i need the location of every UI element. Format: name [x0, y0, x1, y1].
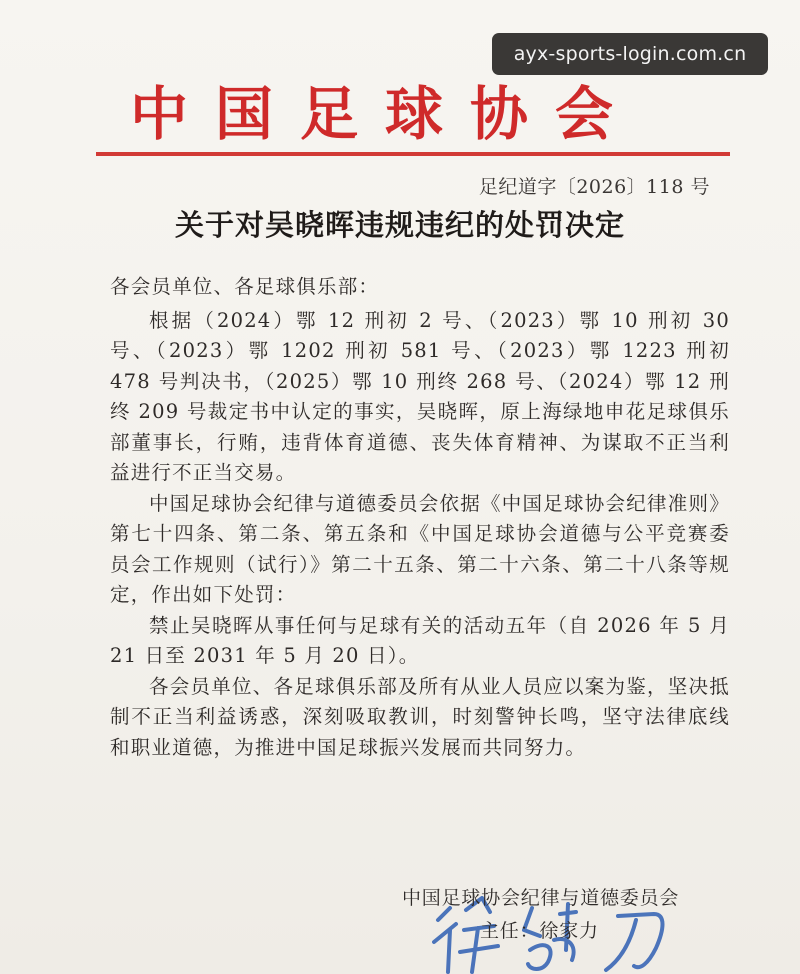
- paragraph-penalty: 禁止吴晓晖从事任何与足球有关的活动五年（自 2026 年 5 月 21 日至 2031 年 5 月 20 日）。: [110, 613, 730, 667]
- paragraph-basis: 中国足球协会纪律与道德委员会依据《中国足球协会纪律准则》第七十四条、第二条、第五条和《中国足球协会道德与公平竞赛委员会工作规则（试行）》第二十五条、第二十六条、第二十八条等规定，作出如下处罚：: [110, 491, 730, 606]
- site-watermark: ayx-sports-login.com.cn: [492, 33, 768, 75]
- document-number: 足纪道字〔2026〕118 号: [478, 176, 710, 198]
- salutation: 各会员单位、各足球俱乐部：: [110, 275, 380, 298]
- document-title: 关于对吴晓晖违规违纪的处罚决定: [174, 208, 625, 242]
- committee-chair: 主任：徐家力: [480, 920, 599, 942]
- paragraph-facts: 根据（2024）鄂 12 刑初 2 号、（2023）鄂 10 刑初 30 号、（2023）鄂 1202 刑初 581 号、（2023）鄂 1223 刑初 478 号判决书，（2025）鄂 10 刑终 268 号、（2024）鄂 12 刑终 209 号裁定书中认定的事实，吴晓晖，原上海绿地申花足球俱乐部董事长，行贿，违背体育道德、丧失体育精神、为谋取不正当利益进行不正当交易。: [110, 308, 730, 484]
- header-divider: [96, 152, 730, 156]
- issuing-organization: 中国足球协会: [130, 80, 641, 148]
- signing-committee: 中国足球协会纪律与道德委员会: [402, 887, 680, 909]
- document-body: [110, 272, 730, 763]
- paragraph-warning: 各会员单位、各足球俱乐部及所有从业人员应以案为鉴，坚决抵制不正当利益诱惑，深刻吸取教训，时刻警钟长鸣，坚守法律底线和职业道德，为推进中国足球振兴发展而共同努力。: [110, 674, 730, 759]
